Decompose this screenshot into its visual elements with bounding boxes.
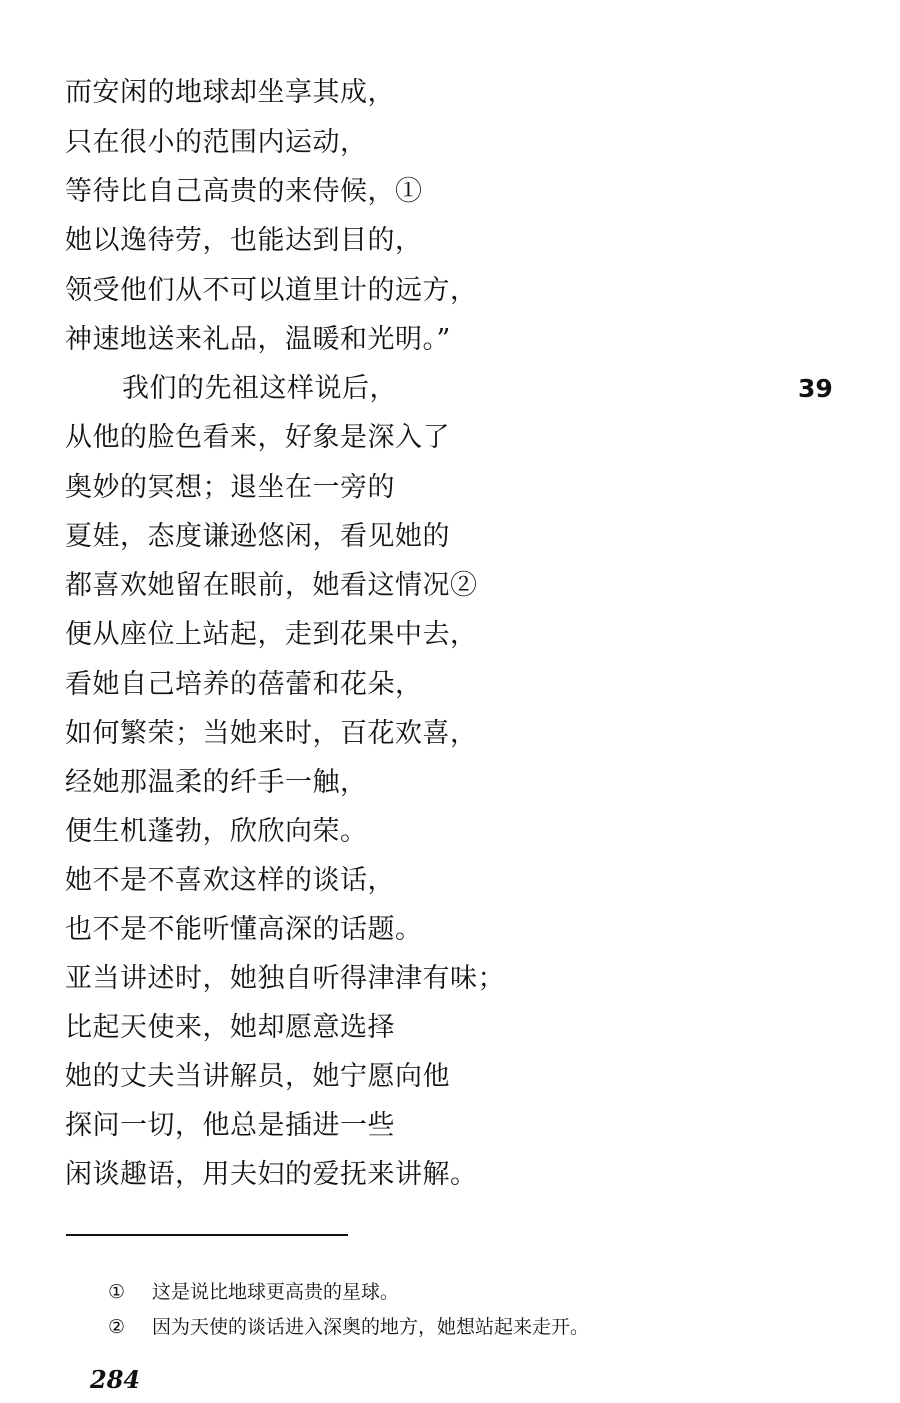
poem-line: 从他的脸色看来，好象是深入了 bbox=[65, 422, 450, 453]
poem-line: 而安闲的地球却坐享其成， bbox=[65, 77, 395, 108]
verse-line-number: 39 bbox=[798, 374, 833, 403]
footnote-text: 因为天使的谈话进入深奥的地方，她想站起来走开。 bbox=[152, 1316, 590, 1338]
poem-line: 夏娃，态度谦逊悠闲，看见她的 bbox=[65, 521, 450, 552]
poem-line: 她以逸待劳，也能达到目的， bbox=[65, 225, 423, 256]
footnote-marker: ② bbox=[108, 1316, 126, 1338]
poem-line: 等待比自己高贵的来侍候，① bbox=[65, 176, 423, 207]
poem-line: 奥妙的冥想；退坐在一旁的 bbox=[65, 472, 395, 503]
poem-line: 她的丈夫当讲解员，她宁愿向他 bbox=[65, 1061, 450, 1092]
poem-line: 也不是不能听懂高深的话题。 bbox=[65, 914, 423, 945]
footnote-divider bbox=[66, 1234, 348, 1236]
poem-line: 都喜欢她留在眼前，她看这情况② bbox=[65, 570, 478, 601]
poem-line: 看她自己培养的蓓蕾和花朵， bbox=[65, 669, 423, 700]
footnote-marker: ① bbox=[108, 1281, 126, 1303]
poem-line: 只在很小的范围内运动， bbox=[65, 127, 368, 158]
poem-line: 探问一切，他总是插进一些 bbox=[65, 1110, 395, 1141]
poem-line: 便从座位上站起，走到花果中去， bbox=[65, 619, 478, 650]
page-number: 284 bbox=[90, 1365, 141, 1394]
footnote-text: 这是说比地球更高贵的星球。 bbox=[152, 1281, 400, 1303]
poem-line: 她不是不喜欢这样的谈话， bbox=[65, 865, 395, 896]
poem-line: 比起天使来，她却愿意选择 bbox=[65, 1012, 395, 1043]
poem-line: 经她那温柔的纤手一触， bbox=[65, 767, 368, 798]
footnote bbox=[108, 1280, 399, 1304]
poem-line: 领受他们从不可以道里计的远方， bbox=[65, 275, 478, 306]
poem-line: 我们的先祖这样说后， bbox=[122, 373, 397, 404]
poem-line: 亚当讲述时，她独自听得津津有味； bbox=[65, 963, 505, 994]
footnote bbox=[108, 1315, 589, 1339]
poem-line: 便生机蓬勃，欣欣向荣。 bbox=[65, 816, 368, 847]
poem-line: 闲谈趣语，用夫妇的爱抚来讲解。 bbox=[65, 1159, 478, 1190]
poem-line: 如何繁荣；当她来时，百花欢喜， bbox=[65, 718, 478, 749]
poem-line: 神速地送来礼品，温暖和光明。” bbox=[65, 324, 451, 355]
